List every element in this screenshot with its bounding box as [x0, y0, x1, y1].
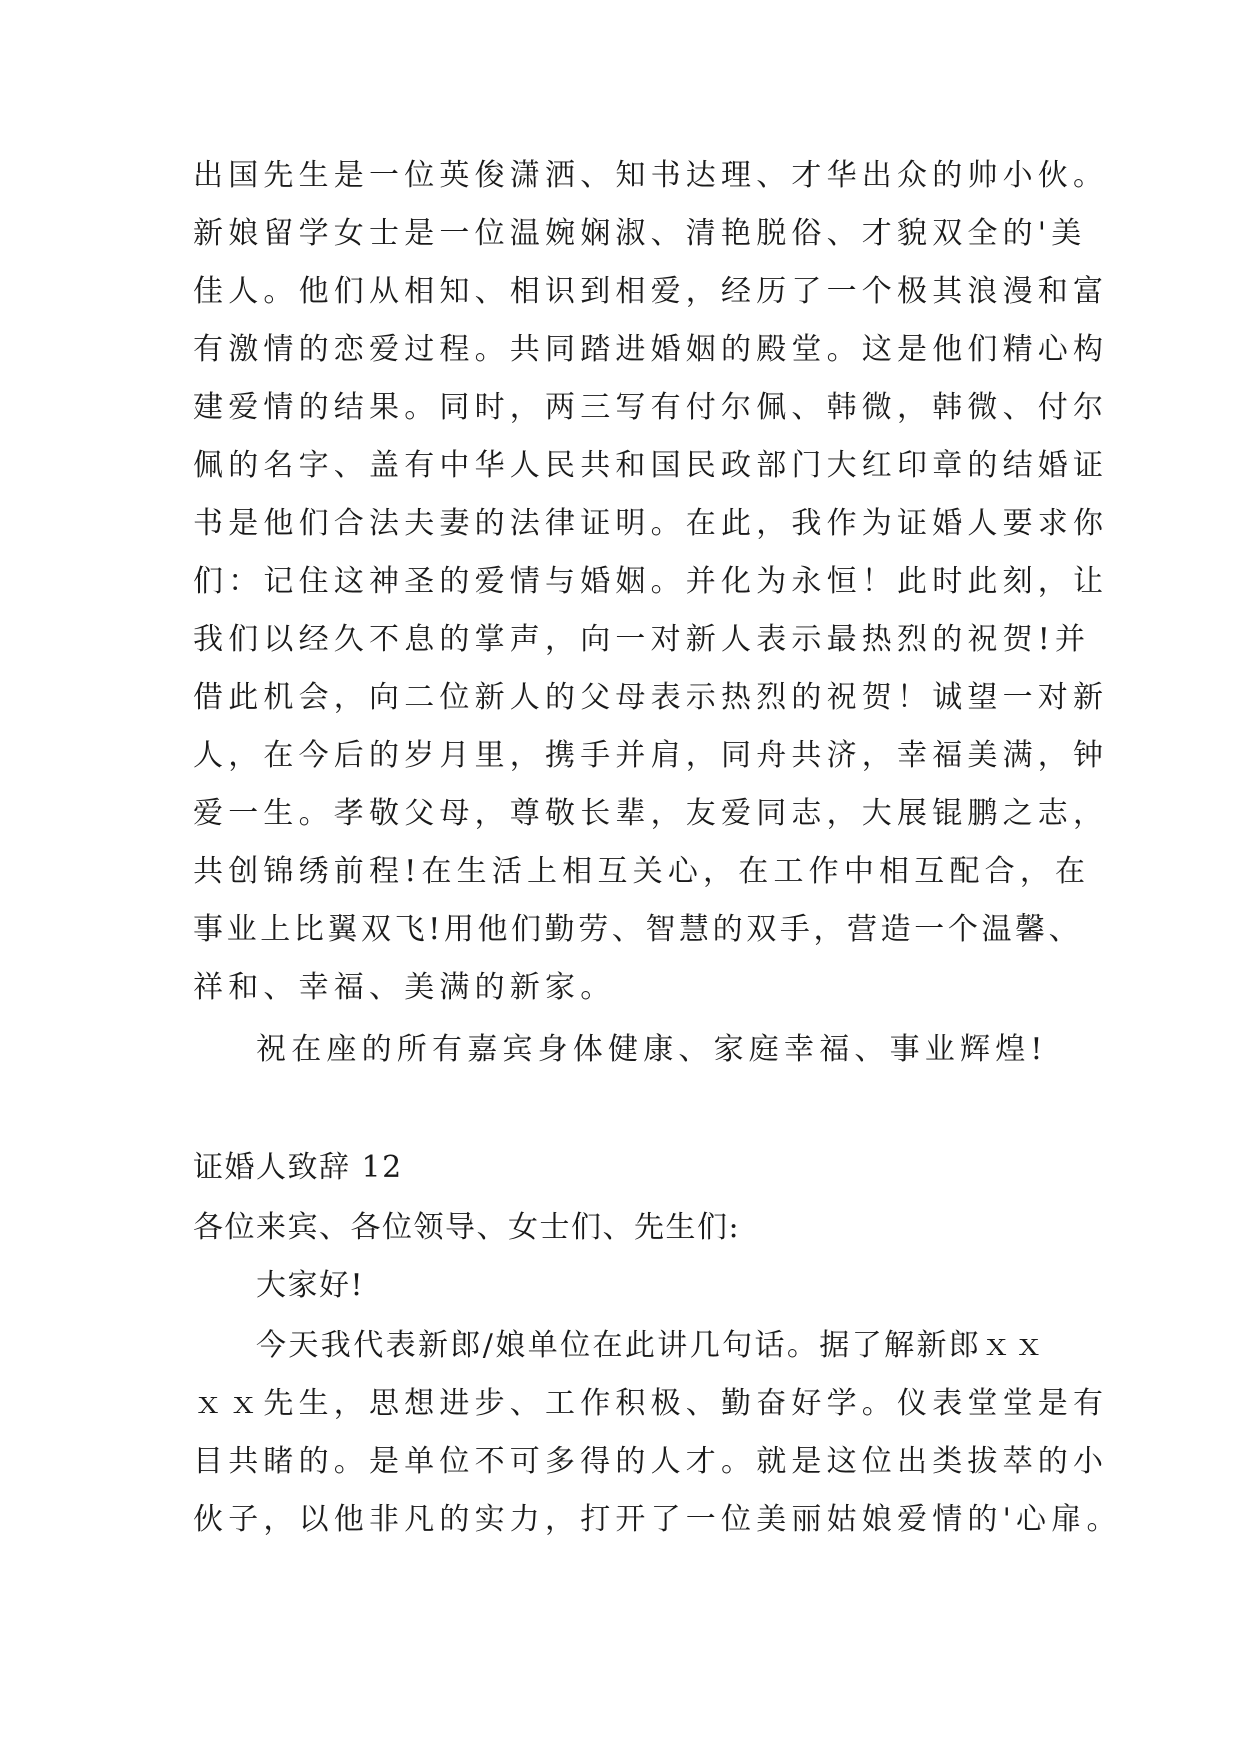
paragraph-line: 我们以经久不息的掌声，向一对新人表示最热烈的祝贺!并	[193, 622, 1091, 657]
section-title: 证婚人致辞 12	[193, 1150, 403, 1185]
paragraph-line: 祥和、幸福、美满的新家。	[193, 970, 616, 1005]
blessing-line: 祝在座的所有嘉宾身体健康、家庭幸福、事业辉煌!	[256, 1032, 1048, 1067]
paragraph-line: 共创锦绣前程!在生活上相互关心，在工作中相互配合，在	[193, 854, 1091, 889]
paragraph-line: 人，在今后的岁月里，携手并肩，同舟共济，幸福美满，钟	[193, 738, 1109, 773]
paragraph-line: 们：记住这神圣的爱情与婚姻。并化为永恒！此时此刻，让	[193, 564, 1109, 599]
salutation: 各位来宾、各位领导、女士们、先生们:	[193, 1210, 741, 1245]
paragraph-line: 今天我代表新郎/娘单位在此讲几句话。据了解新郎ｘｘ	[256, 1328, 1047, 1363]
paragraph-line: 有激情的恋爱过程。共同踏进婚姻的殿堂。这是他们精心构	[193, 332, 1109, 367]
paragraph-line: 伙子，以他非凡的实力，打开了一位美丽姑娘爱情的'心扉。	[193, 1502, 1122, 1537]
paragraph-line: 爱一生。孝敬父母，尊敬长辈，友爱同志，大展锟鹏之志，	[193, 796, 1109, 831]
greeting: 大家好!	[256, 1268, 365, 1303]
paragraph-line: 佳人。他们从相知、相识到相爱，经历了一个极其浪漫和富	[193, 274, 1109, 309]
paragraph-line: 目共睹的。是单位不可多得的人才。就是这位出类拔萃的小	[193, 1444, 1109, 1479]
paragraph-line: 借此机会，向二位新人的父母表示热烈的祝贺！诚望一对新	[193, 680, 1109, 715]
paragraph-line: 佩的名字、盖有中华人民共和国民政部门大红印章的结婚证	[193, 448, 1109, 483]
paragraph-line: 事业上比翼双飞!用他们勤劳、智慧的双手，营造一个温馨、	[193, 912, 1083, 947]
paragraph-line: 出国先生是一位英俊潇洒、知书达理、才华出众的帅小伙。	[193, 158, 1109, 193]
paragraph-line: 建爱情的结果。同时，两三写有付尔佩、韩微，韩微、付尔	[193, 390, 1109, 425]
paragraph-line: 新娘留学女士是一位温婉娴淑、清艳脱俗、才貌双全的'美	[193, 216, 1087, 251]
paragraph-line: ｘｘ先生，思想进步、工作积极、勤奋好学。仪表堂堂是有	[193, 1386, 1109, 1421]
paragraph-line: 书是他们合法夫妻的法律证明。在此，我作为证婚人要求你	[193, 506, 1109, 541]
